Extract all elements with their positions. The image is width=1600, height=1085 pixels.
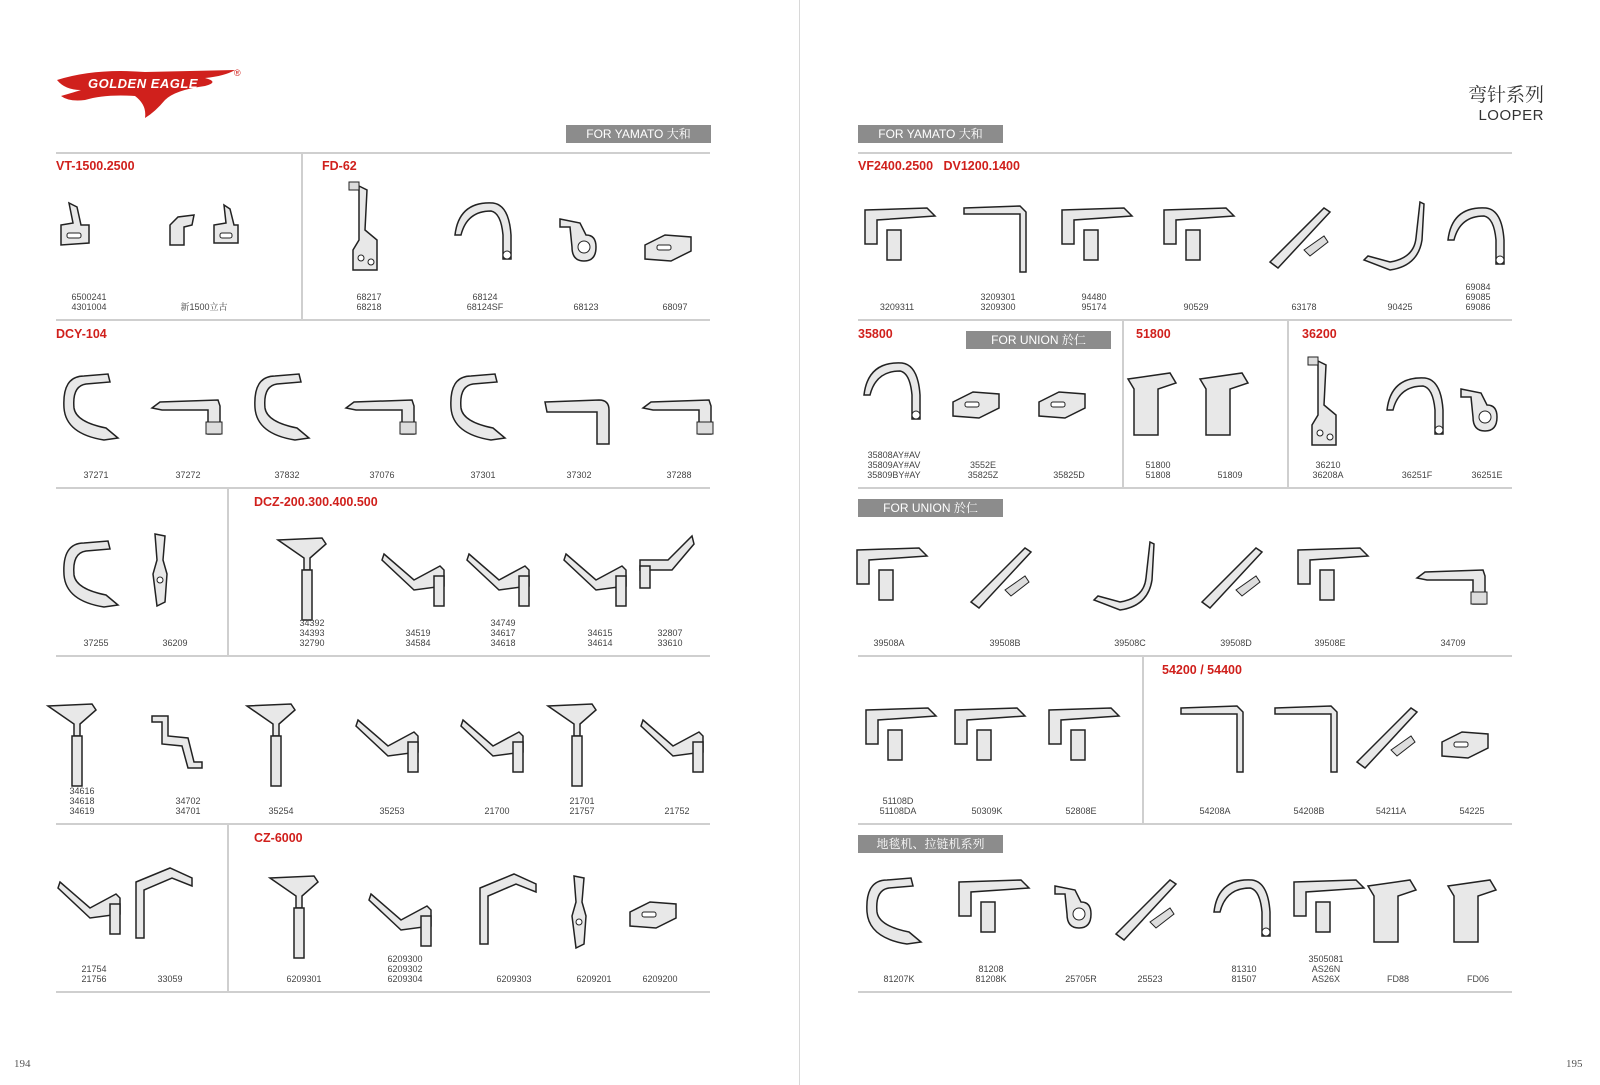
part-code: 37076 [369, 470, 395, 480]
part-image [127, 530, 223, 622]
part-code: 68123 [573, 302, 599, 312]
part-image [1282, 540, 1378, 632]
looper-part-icon [854, 355, 934, 447]
looper-part-icon [443, 368, 523, 460]
part-image [1102, 872, 1198, 964]
divider [56, 487, 710, 489]
part-code: FD88 [1386, 974, 1409, 984]
part-image [233, 696, 329, 788]
part-code: 52808E [1065, 806, 1097, 816]
part-code: 69084 69085 69086 [1465, 282, 1491, 312]
looper-part-icon [241, 696, 321, 788]
looper-part-icon [1029, 372, 1109, 464]
divider [858, 823, 1512, 825]
looper-part-icon [1432, 712, 1512, 804]
looper-part-icon [859, 872, 939, 964]
part-code: 90425 [1387, 302, 1413, 312]
part-image [1082, 540, 1178, 632]
looper-part-icon [849, 540, 929, 632]
part-image [851, 872, 947, 964]
part-image [1430, 872, 1526, 964]
looper-part-icon [630, 530, 710, 622]
part-code: 37832 [274, 470, 300, 480]
looper-part-icon [1360, 200, 1440, 292]
looper-part-icon [135, 530, 215, 622]
part-code: 3552E 35825Z [967, 460, 999, 480]
section-fd: FD-62 [322, 159, 357, 173]
part-image [344, 706, 440, 798]
part-code: 39508C [1114, 638, 1146, 648]
looper-part-icon [1264, 200, 1344, 292]
part-code: 81208 81208K [975, 964, 1007, 984]
part-code: 35808AY#AV 35809AY#AV 35809BY#AY [867, 450, 921, 480]
section-vt: VT-1500.2500 [56, 159, 135, 173]
divider [858, 487, 1512, 489]
part-code: 37255 [83, 638, 109, 648]
part-code: 36251F [1401, 470, 1433, 480]
looper-part-icon [378, 540, 458, 632]
section-cz: CZ-6000 [254, 831, 303, 845]
part-code: 3505081 AS26N AS26X [1308, 954, 1344, 984]
part-image [1033, 700, 1129, 792]
part-image [943, 872, 1039, 964]
section-dcz: DCZ-200.300.400.500 [254, 495, 378, 509]
part-code: 50309K [971, 806, 1003, 816]
part-image [1182, 365, 1278, 457]
part-image [939, 700, 1035, 792]
part-code: 39508B [989, 638, 1021, 648]
section-dcy: DCY-104 [56, 327, 107, 341]
divider [56, 152, 710, 154]
divider [1142, 656, 1144, 823]
looper-part-icon [1110, 872, 1190, 964]
page-spine [799, 0, 800, 1085]
part-code: 37302 [566, 470, 592, 480]
page-number-right: 195 [1566, 1058, 1583, 1070]
part-code: 68124 68124SF [466, 292, 504, 312]
part-code: 34519 34584 [405, 628, 431, 648]
part-image [629, 706, 725, 798]
looper-part-icon [1041, 700, 1121, 792]
looper-part-icon [1358, 872, 1438, 964]
part-code: 34749 34617 34618 [490, 618, 516, 648]
part-code: 81310 81507 [1231, 964, 1257, 984]
looper-part-icon [49, 195, 129, 287]
part-image [841, 540, 937, 632]
looper-part-icon [542, 696, 622, 788]
looper-part-icon [130, 862, 210, 954]
looper-part-icon [1351, 700, 1431, 792]
part-code: 6209201 [576, 974, 612, 984]
looper-part-icon [474, 868, 554, 960]
looper-part-icon [1290, 540, 1370, 632]
catalog-title-en: LOOPER [1478, 107, 1544, 124]
looper-part-icon [1190, 365, 1270, 457]
part-image [1430, 200, 1526, 292]
part-image [1167, 700, 1263, 792]
part-image [850, 700, 946, 792]
looper-part-icon [1204, 872, 1284, 964]
part-code: 63178 [1291, 302, 1317, 312]
banner-yamato-left: FOR YAMATO 大和 [566, 125, 711, 143]
looper-part-icon [445, 195, 525, 287]
looper-part-icon [1288, 355, 1368, 447]
part-code: 54211A [1375, 806, 1407, 816]
part-code: 21701 21757 [569, 796, 595, 816]
part-code: 35253 [379, 806, 405, 816]
part-code: 21754 21756 [81, 964, 107, 984]
part-image [1256, 200, 1352, 292]
part-code: 25705R [1065, 974, 1097, 984]
section-vf: VF2400.2500 DV1200.1400 [858, 159, 1020, 173]
part-code: 6209301 [286, 974, 322, 984]
part-image [122, 862, 218, 954]
part-image [256, 868, 352, 960]
divider [227, 488, 229, 655]
part-image [1148, 200, 1244, 292]
looper-part-icon [1447, 375, 1527, 467]
looper-part-icon [264, 868, 344, 960]
looper-part-icon [637, 706, 717, 798]
looper-part-icon [943, 372, 1023, 464]
part-image [1405, 548, 1501, 640]
part-code: 51108D 51108DA [879, 796, 917, 816]
part-code: 21752 [664, 806, 690, 816]
part-code: 51800 51808 [1145, 460, 1171, 480]
part-code: 21700 [484, 806, 510, 816]
banner-yamato-right: FOR YAMATO 大和 [858, 125, 1003, 143]
looper-part-icon [1175, 700, 1255, 792]
part-image [534, 696, 630, 788]
looper-part-icon [148, 706, 228, 798]
looper-part-icon [164, 195, 244, 287]
part-code: 6209303 [496, 974, 532, 984]
part-code: 36210 36208A [1312, 460, 1344, 480]
part-code: 39508E [1314, 638, 1346, 648]
divider [301, 153, 303, 319]
part-code: 34392 34393 32790 [299, 618, 325, 648]
part-image [1280, 355, 1376, 447]
banner-union-a: FOR UNION 於仁 [966, 331, 1111, 349]
part-image [957, 540, 1053, 632]
looper-part-icon [272, 530, 352, 622]
part-code: 25523 [1137, 974, 1163, 984]
part-code: 32807 33610 [657, 628, 683, 648]
divider [56, 991, 710, 993]
registered-mark: ® [234, 68, 241, 78]
part-code: 39508D [1220, 638, 1252, 648]
part-code: 34615 34614 [587, 628, 613, 648]
part-image [449, 706, 545, 798]
section-35800: 35800 [858, 327, 893, 341]
looper-part-icon [1090, 540, 1170, 632]
part-code: 39508A [873, 638, 905, 648]
looper-part-icon [42, 696, 122, 788]
part-image [264, 530, 360, 622]
banner-carpet-zipper: 地毯机、拉链机系列 [858, 835, 1003, 853]
part-code: 33059 [157, 974, 183, 984]
looper-part-icon [1413, 548, 1493, 640]
part-image [435, 368, 531, 460]
part-image [849, 200, 945, 292]
part-image [41, 195, 137, 287]
part-image [631, 378, 727, 470]
looper-part-icon [958, 200, 1038, 292]
looper-part-icon [857, 200, 937, 292]
part-image [48, 368, 144, 460]
part-code: 新1500立古 [180, 302, 228, 312]
part-code: 6209200 [642, 974, 678, 984]
looper-part-icon [965, 540, 1045, 632]
looper-part-icon [620, 882, 700, 974]
part-image [334, 378, 430, 470]
divider [56, 319, 710, 321]
looper-part-icon [1438, 872, 1518, 964]
part-code: 35825D [1053, 470, 1085, 480]
looper-part-icon [1196, 540, 1276, 632]
looper-part-icon [329, 180, 409, 272]
section-54200: 54200 / 54400 [1162, 663, 1242, 677]
looper-part-icon [1156, 200, 1236, 292]
looper-part-icon [56, 368, 136, 460]
divider [858, 991, 1512, 993]
part-code: 68097 [662, 302, 688, 312]
part-code: 6500241 4301004 [71, 292, 107, 312]
part-code: 37271 [83, 470, 109, 480]
divider [858, 152, 1512, 154]
part-image [531, 378, 627, 470]
part-image [538, 205, 634, 297]
part-code: 35254 [268, 806, 294, 816]
part-image [846, 355, 942, 447]
looper-part-icon [639, 378, 719, 470]
part-image [156, 195, 252, 287]
part-image [370, 540, 466, 632]
divider [56, 655, 710, 657]
catalog-title-cn: 弯针系列 [1467, 85, 1544, 106]
part-code: 37272 [175, 470, 201, 480]
looper-part-icon [951, 872, 1031, 964]
part-image [1424, 712, 1520, 804]
looper-part-icon [635, 215, 715, 307]
part-code: 81207K [883, 974, 915, 984]
section-51800: 51800 [1136, 327, 1171, 341]
part-code: 94480 95174 [1081, 292, 1107, 312]
part-image [34, 696, 130, 788]
looper-part-icon [352, 706, 432, 798]
part-code: 90529 [1183, 302, 1209, 312]
part-image [1046, 200, 1142, 292]
looper-part-icon [56, 535, 136, 627]
divider [858, 655, 1512, 657]
part-code: 54208A [1199, 806, 1231, 816]
part-code: 68217 68218 [356, 292, 382, 312]
part-code: FD06 [1466, 974, 1489, 984]
part-code: 6209300 6209302 6209304 [387, 954, 423, 984]
looper-part-icon [1269, 700, 1349, 792]
divider [56, 823, 710, 825]
part-code: 3209311 [879, 302, 915, 312]
part-code: 51809 [1217, 470, 1243, 480]
part-code: 37288 [666, 470, 692, 480]
part-code: 54208B [1293, 806, 1325, 816]
part-image [935, 372, 1031, 464]
logo-wordmark: GOLDEN EAGLE [88, 76, 199, 91]
looper-part-icon [539, 378, 619, 470]
part-code: 34709 [1440, 638, 1466, 648]
divider [858, 319, 1512, 321]
looper-part-icon [858, 700, 938, 792]
part-code: 34616 34618 34619 [69, 786, 95, 816]
divider [227, 824, 229, 991]
looper-part-icon [247, 368, 327, 460]
looper-part-icon [1438, 200, 1518, 292]
page-number-left: 194 [14, 1058, 31, 1070]
part-image [627, 215, 723, 307]
part-image [1021, 372, 1117, 464]
looper-part-icon [342, 378, 422, 470]
part-code: 36209 [162, 638, 188, 648]
part-image [140, 706, 236, 798]
part-image [437, 195, 533, 287]
part-code: 36251E [1471, 470, 1503, 480]
part-code: 3209301 3209300 [980, 292, 1016, 312]
part-image [321, 180, 417, 272]
looper-part-icon [148, 378, 228, 470]
looper-part-icon [947, 700, 1027, 792]
looper-part-icon [457, 706, 537, 798]
part-image [612, 882, 708, 974]
section-36200: 36200 [1302, 327, 1337, 341]
part-image [140, 378, 236, 470]
part-code: 54225 [1459, 806, 1485, 816]
looper-part-icon [1054, 200, 1134, 292]
looper-part-icon [546, 205, 626, 297]
part-image [1439, 375, 1535, 467]
part-image [239, 368, 335, 460]
banner-union-b: FOR UNION 於仁 [858, 499, 1003, 517]
part-image [622, 530, 718, 622]
part-image [950, 200, 1046, 292]
part-image [1188, 540, 1284, 632]
part-code: 37301 [470, 470, 496, 480]
part-code: 34702 34701 [175, 796, 201, 816]
